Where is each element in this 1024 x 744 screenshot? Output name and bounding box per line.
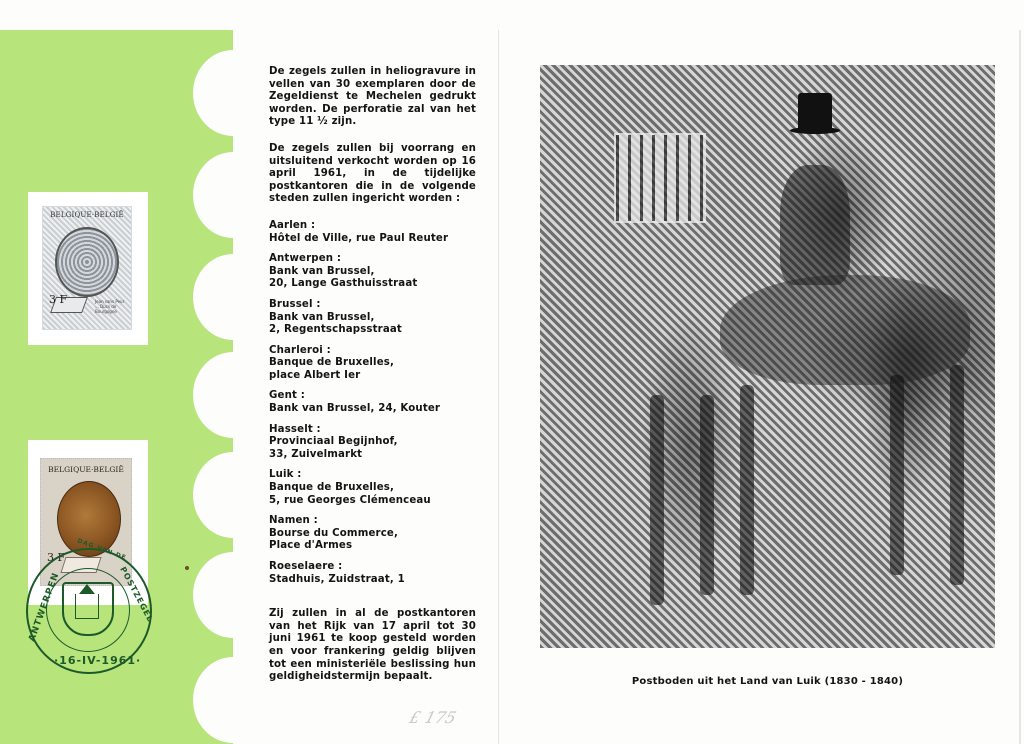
address-aarlen xyxy=(269,220,476,245)
address-city: Namen : xyxy=(269,515,318,527)
address-brussel xyxy=(269,299,476,337)
address-line: 20, Lange Gasthuisstraat xyxy=(269,278,418,290)
address-line: Banque de Bruxelles, xyxy=(269,357,394,369)
page-edge xyxy=(1019,30,1021,744)
stamp-country: BELGIQUE·BELGIË xyxy=(48,465,124,474)
address-line: Stadhuis, Zuidstraat, 1 xyxy=(269,573,405,585)
fold-line xyxy=(498,30,499,744)
address-gent xyxy=(269,390,476,415)
horse-figure xyxy=(720,275,970,385)
stamp-proof-image xyxy=(42,206,132,330)
postmark-date: ·16-IV-1961· xyxy=(54,654,142,667)
stamp-value: 3 F xyxy=(49,293,68,306)
scallop-cutout xyxy=(193,254,273,340)
address-line: place Albert Ier xyxy=(269,369,361,381)
stamp-legend: Jean sans Peur ... Ducs de Bourgogne xyxy=(95,299,125,314)
castle-icon xyxy=(75,594,99,619)
rider-figure xyxy=(780,165,850,285)
address-city: Charleroi : xyxy=(269,344,331,356)
scallop-cutout xyxy=(193,352,273,438)
address-city: Hasselt : xyxy=(269,423,321,435)
scallop-cutout xyxy=(193,152,273,238)
pencil-price-note: £ 175 xyxy=(407,708,459,727)
address-line: Bank van Brussel, xyxy=(269,265,375,277)
address-city: Antwerpen : xyxy=(269,253,342,265)
address-line: Place d'Armes xyxy=(269,540,353,552)
address-namen xyxy=(269,515,476,553)
address-city: Brussel : xyxy=(269,298,321,310)
address-line: 2, Regentschapsstraat xyxy=(269,324,402,336)
postmark-top-text: DAG VAN DE xyxy=(76,537,128,562)
address-city: Aarlen : xyxy=(269,219,316,231)
address-luik xyxy=(269,469,476,507)
address-city: Luik : xyxy=(269,469,302,481)
postmen-illustration xyxy=(540,65,995,648)
scallop-cutout xyxy=(193,657,273,743)
address-hasselt xyxy=(269,424,476,462)
address-city: Roeselaere : xyxy=(269,561,343,572)
info-text-column xyxy=(269,66,476,684)
paragraph-printing: De zegels zullen in heliogravure in vellen van 30 exemplaren door de Zegeldienst te Mechelen gedrukt worden. De perforatie zal van het type 11 ½ zijn. xyxy=(269,66,476,128)
scallop-cutout xyxy=(193,552,273,638)
postmark-city: ANTWERPEN xyxy=(27,571,62,643)
address-line: Bank van Brussel, 24, Kouter xyxy=(269,403,441,415)
scallop-cutout xyxy=(193,452,273,538)
illustration-caption: Postboden uit het Land van Luik (1830 - 1840) xyxy=(631,676,904,687)
stamp-country: BELGIQUE·BELGIË xyxy=(50,211,124,219)
postman-figure-leg xyxy=(700,395,714,595)
address-roeselaere xyxy=(269,561,476,586)
seal-icon xyxy=(55,227,119,297)
postman-figure-leg xyxy=(650,395,664,605)
horse-leg xyxy=(950,365,964,585)
address-city: Gent : xyxy=(269,390,305,402)
window-icon xyxy=(614,133,706,223)
scallop-cutout xyxy=(193,50,273,136)
address-line: Hôtel de Ville, rue Paul Reuter xyxy=(269,232,449,244)
address-charleroi xyxy=(269,345,476,383)
ink-spot xyxy=(185,566,189,570)
paragraph-sale: De zegels zullen bij voorrang en uitsluitend verkocht worden op 16 april 1961, in de tijdelijke postkantoren die in de volgende steden zullen ingericht worden : xyxy=(269,142,476,205)
horse-leg xyxy=(890,375,904,575)
stamp-value: 3 F xyxy=(47,551,66,564)
address-antwerpen xyxy=(269,253,476,291)
address-line: Bourse du Commerce, xyxy=(269,527,398,539)
address-line: 33, Zuivelmarkt xyxy=(269,448,363,460)
address-line: Bank van Brussel, xyxy=(269,311,375,323)
stamp-card-proof xyxy=(28,192,148,345)
address-line: Banque de Bruxelles, xyxy=(269,482,394,494)
address-line: Provinciaal Begijnhof, xyxy=(269,436,398,448)
postmark-right-text: POSTZEGEL xyxy=(118,565,155,624)
address-line: 5, rue Georges Clémenceau xyxy=(269,494,431,506)
postman-figure-leg xyxy=(740,385,754,595)
top-hat-icon xyxy=(798,93,832,133)
postmark-cancellation xyxy=(26,537,155,674)
paragraph-closing: Zij zullen in al de postkantoren van het Rijk van 17 april tot 30 juni 1961 te koop gesteld worden en voor frankering geldig blijven tot een ministeriële beslissing hun geldigheidstermijn bepaalt. xyxy=(269,608,476,683)
